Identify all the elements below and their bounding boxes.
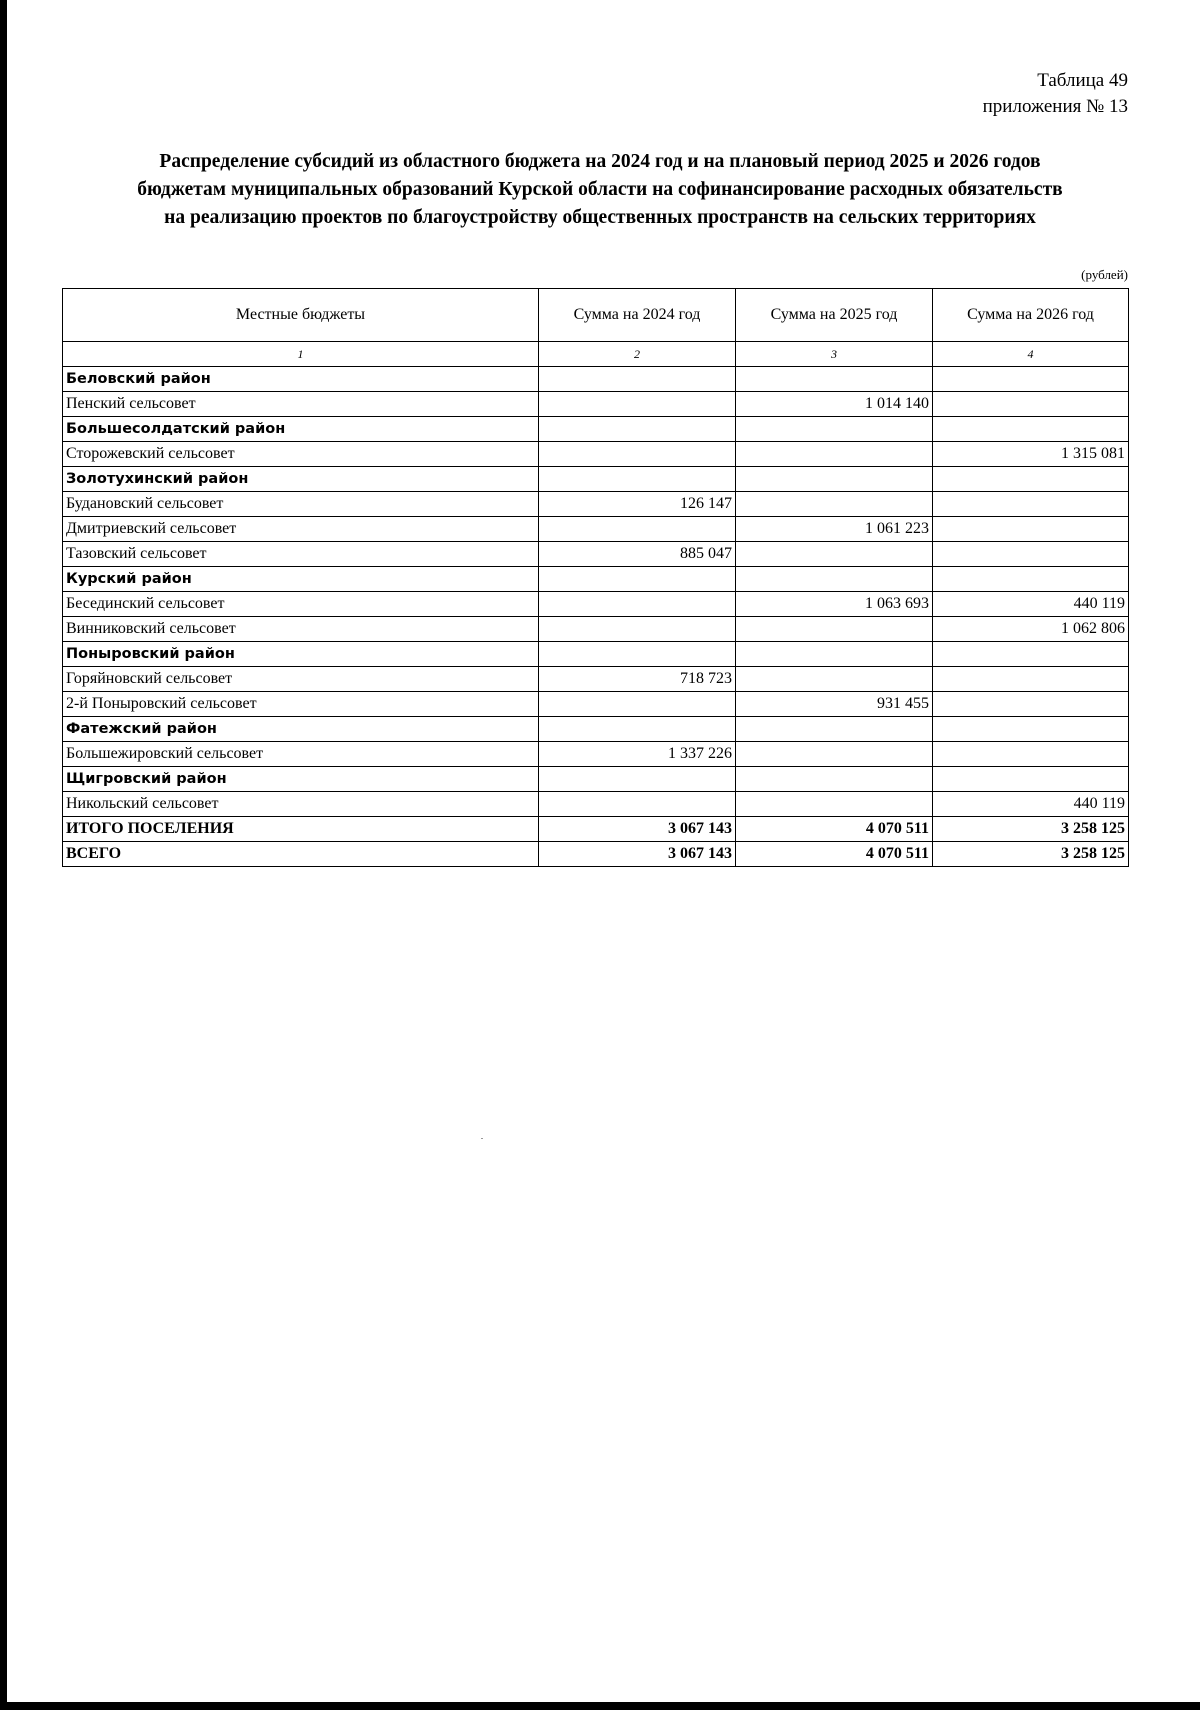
district-row [63,767,1129,792]
amount-2026: 1 315 081 [933,442,1129,467]
row-name: Золотухинский район [63,467,539,492]
column-header-local-budgets: Местные бюджеты [63,289,539,342]
settlement-row [63,742,1129,767]
amount-2024: 718 723 [539,667,736,692]
settlement-row [63,592,1129,617]
row-name: Горяйновский сельсовет [63,667,539,692]
amount-2026 [933,742,1129,767]
row-name: Поныровский район [63,642,539,667]
subsidy-table [62,288,1129,867]
row-name: Большесолдатский район [63,417,539,442]
amount-2024 [539,617,736,642]
title-line-1: Распределение субсидий из областного бюджета на 2024 год и на плановый период 2025 и 2026 годов [159,151,1041,172]
amount-2026 [933,567,1129,592]
amount-2025: 1 061 223 [736,517,933,542]
amount-2024 [539,367,736,392]
amount-2025 [736,567,933,592]
settlement-row [63,692,1129,717]
table-reference [983,68,1128,120]
settlement-row [63,542,1129,567]
amount-2026 [933,717,1129,742]
settlement-row [63,617,1129,642]
settlement-row [63,792,1129,817]
title-line-2: бюджетам муниципальных образований Курской области на софинансирование расходных обязательств [137,179,1063,200]
amount-2025 [736,642,933,667]
settlement-row [63,442,1129,467]
amount-2024 [539,692,736,717]
scan-speck [481,1138,483,1139]
document-title [40,148,1160,232]
total-settlements-row [63,817,1129,842]
table-number: Таблица 49 [1037,70,1128,91]
column-header-2026: Сумма на 2026 год [933,289,1129,342]
amount-2024: 3 067 143 [539,817,736,842]
row-name: Беловский район [63,367,539,392]
amount-2025: 931 455 [736,692,933,717]
column-number-row [63,342,1129,367]
amount-2026 [933,392,1129,417]
row-name: Винниковский сельсовет [63,617,539,642]
district-row [63,417,1129,442]
row-name: Бесединский сельсовет [63,592,539,617]
column-number-3: 3 [736,342,933,367]
settlement-row [63,517,1129,542]
appendix-number: приложения № 13 [982,96,1128,117]
grand-total-row [63,842,1129,867]
amount-2025 [736,367,933,392]
amount-2025: 4 070 511 [736,817,933,842]
amount-2026 [933,367,1129,392]
settlement-row [63,392,1129,417]
row-name: ИТОГО ПОСЕЛЕНИЯ [63,817,539,842]
amount-2025 [736,617,933,642]
row-name: Большежировский сельсовет [63,742,539,767]
district-row [63,367,1129,392]
row-name: Фатежский район [63,717,539,742]
district-row [63,567,1129,592]
amount-2025: 4 070 511 [736,842,933,867]
scan-border-left [0,0,7,1710]
amount-2025 [736,667,933,692]
column-number-4: 4 [933,342,1129,367]
amount-2024 [539,517,736,542]
district-row [63,467,1129,492]
column-number-1: 1 [63,342,539,367]
row-name: 2-й Поныровский сельсовет [63,692,539,717]
column-header-2025: Сумма на 2025 год [736,289,933,342]
row-name: Щигровский район [63,767,539,792]
amount-2025: 1 014 140 [736,392,933,417]
units-label: (рублей) [1081,267,1128,282]
amount-2025 [736,492,933,517]
row-name: Пенский сельсовет [63,392,539,417]
row-name: ВСЕГО [63,842,539,867]
column-header-2024: Сумма на 2024 год [539,289,736,342]
table-header-row [63,289,1129,342]
row-name: Тазовский сельсовет [63,542,539,567]
amount-2026 [933,467,1129,492]
row-name: Будановский сельсовет [63,492,539,517]
amount-2026: 440 119 [933,592,1129,617]
row-name: Курский район [63,567,539,592]
amount-2026 [933,417,1129,442]
amount-2025 [736,467,933,492]
settlement-row [63,667,1129,692]
title-line-3: на реализацию проектов по благоустройству общественных пространств на сельских территориях [164,207,1036,228]
row-name: Сторожевский сельсовет [63,442,539,467]
amount-2026: 440 119 [933,792,1129,817]
amount-2024 [539,792,736,817]
amount-2024: 3 067 143 [539,842,736,867]
amount-2026: 1 062 806 [933,617,1129,642]
settlement-row [63,492,1129,517]
amount-2026 [933,542,1129,567]
amount-2026: 3 258 125 [933,842,1129,867]
amount-2025 [736,767,933,792]
amount-2024 [539,417,736,442]
district-row [63,642,1129,667]
amount-2026 [933,492,1129,517]
amount-2024 [539,717,736,742]
amount-2025 [736,542,933,567]
amount-2025 [736,717,933,742]
row-name: Дмитриевский сельсовет [63,517,539,542]
amount-2026 [933,692,1129,717]
amount-2026 [933,642,1129,667]
amount-2026 [933,667,1129,692]
row-name: Никольский сельсовет [63,792,539,817]
amount-2024 [539,592,736,617]
amount-2026 [933,517,1129,542]
amount-2025 [736,442,933,467]
amount-2024: 1 337 226 [539,742,736,767]
amount-2024 [539,767,736,792]
amount-2024: 126 147 [539,492,736,517]
amount-2024 [539,642,736,667]
amount-2025 [736,417,933,442]
amount-2024 [539,442,736,467]
amount-2025 [736,792,933,817]
amount-2025: 1 063 693 [736,592,933,617]
amount-2024 [539,467,736,492]
amount-2026: 3 258 125 [933,817,1129,842]
district-row [63,717,1129,742]
amount-2024: 885 047 [539,542,736,567]
amount-2025 [736,742,933,767]
amount-2024 [539,392,736,417]
column-number-2: 2 [539,342,736,367]
amount-2026 [933,767,1129,792]
scan-border-bottom [0,1702,1200,1710]
amount-2024 [539,567,736,592]
